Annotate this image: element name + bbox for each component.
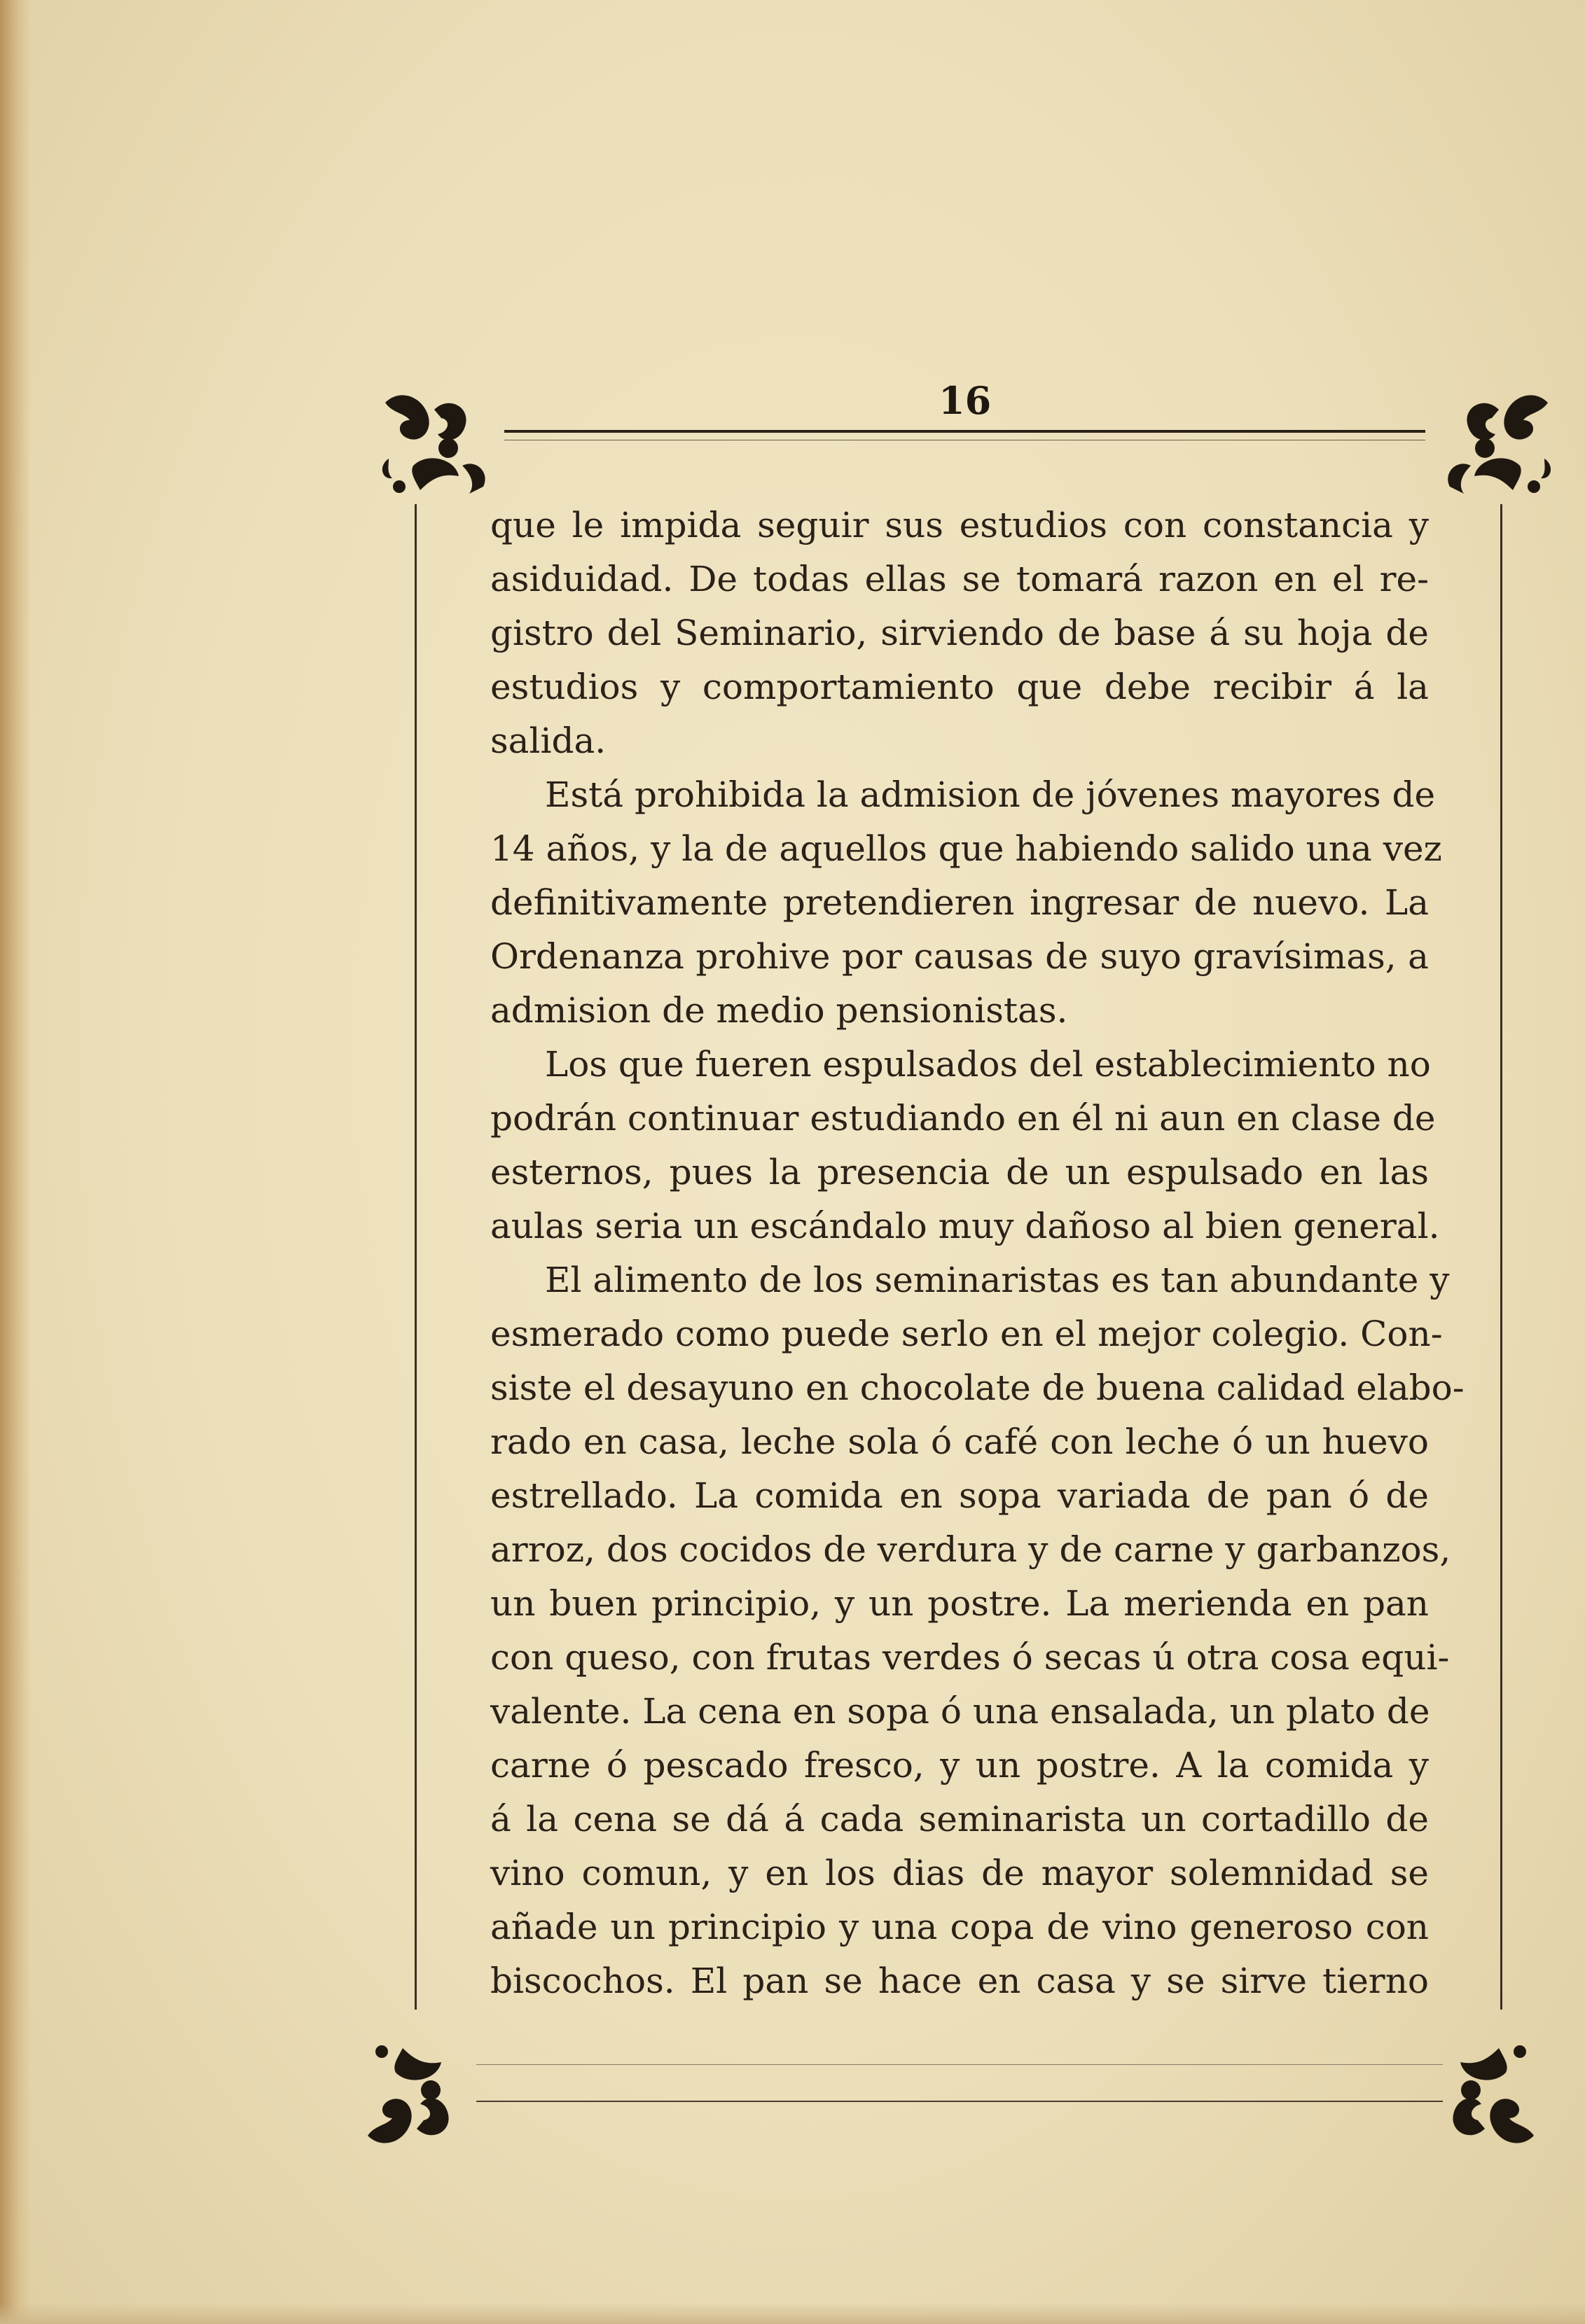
right-border-rule bbox=[1500, 504, 1502, 2010]
text-line: añade un principio y una copa de vino generoso con bbox=[490, 1907, 1429, 1947]
text-line: admision de medio pensionistas. bbox=[490, 990, 1068, 1031]
text-line: que le impida seguir sus estudios con constancia y bbox=[490, 505, 1429, 545]
page-number: 16 bbox=[939, 378, 992, 423]
fleuron-top-right-icon bbox=[1422, 382, 1562, 522]
text-line: esternos, pues la presencia de un espulsado en las bbox=[490, 1152, 1429, 1192]
text-line: asiduidad. De todas ellas se tomará razon en el re- bbox=[490, 559, 1429, 599]
text-line: biscochos. El pan se hace en casa y se sirve tierno bbox=[490, 1961, 1429, 2001]
text-line: aulas seria un escándalo muy dañoso al bien general. bbox=[490, 1206, 1440, 1246]
text-line: Ordenanza prohive por causas de suyo gravísimas, a bbox=[490, 936, 1429, 977]
text-line: esmerado como puede serlo en el mejor colegio. Con- bbox=[490, 1314, 1443, 1354]
text-line: carne ó pescado fresco, y un postre. A la comida y bbox=[490, 1745, 1429, 1786]
text-line: con queso, con frutas verdes ó secas ú otra cosa equi- bbox=[490, 1637, 1450, 1678]
footer-rule-thin bbox=[476, 2064, 1443, 2065]
fleuron-bottom-left-icon bbox=[354, 2017, 494, 2157]
text-line: podrán continuar estudiando en él ni aun en clase de bbox=[490, 1098, 1436, 1139]
text-line: estudios y comportamiento que debe recibir á la bbox=[490, 667, 1429, 707]
text-line: salida. bbox=[490, 721, 607, 761]
body-text bbox=[490, 499, 1465, 2008]
text-line: arroz, dos cocidos de verdura y de carne y garbanzos, bbox=[490, 1529, 1451, 1570]
text-line: á la cena se dá á cada seminarista un cortadillo de bbox=[490, 1799, 1429, 1839]
paper-edge-left bbox=[0, 0, 31, 2324]
footer-rule bbox=[476, 2101, 1443, 2102]
paper-edge-bottom bbox=[0, 2303, 1585, 2324]
fleuron-bottom-right-icon bbox=[1408, 2017, 1548, 2157]
text-line: Está prohibida la admision de jóvenes mayores de bbox=[545, 774, 1436, 815]
text-line: estrellado. La comida en sopa variada de pan ó de bbox=[490, 1475, 1429, 1516]
header-rule bbox=[504, 430, 1425, 433]
text-line: gistro del Seminario, sirviendo de base á su hoja de bbox=[490, 613, 1429, 653]
text-line: siste el desayuno en chocolate de buena calidad elabo- bbox=[490, 1368, 1465, 1408]
text-line: un buen principio, y un postre. La merienda en pan bbox=[490, 1583, 1429, 1624]
text-line: definitivamente pretendieren ingresar de nuevo. La bbox=[490, 882, 1429, 923]
text-line: 14 años, y la de aquellos que habiendo salido una vez bbox=[490, 828, 1442, 869]
text-line: vino comun, y en los dias de mayor solemnidad se bbox=[490, 1853, 1429, 1893]
left-border-rule bbox=[415, 504, 417, 2010]
text-line: rado en casa, leche sola ó café con leche ó un huevo bbox=[490, 1421, 1429, 1462]
text-line: Los que fueren espulsados del establecimiento no bbox=[545, 1044, 1431, 1085]
text-line: valente. La cena en sopa ó una ensalada, un plato de bbox=[490, 1691, 1430, 1732]
text-line: El alimento de los seminaristas es tan abundante y bbox=[545, 1260, 1450, 1300]
